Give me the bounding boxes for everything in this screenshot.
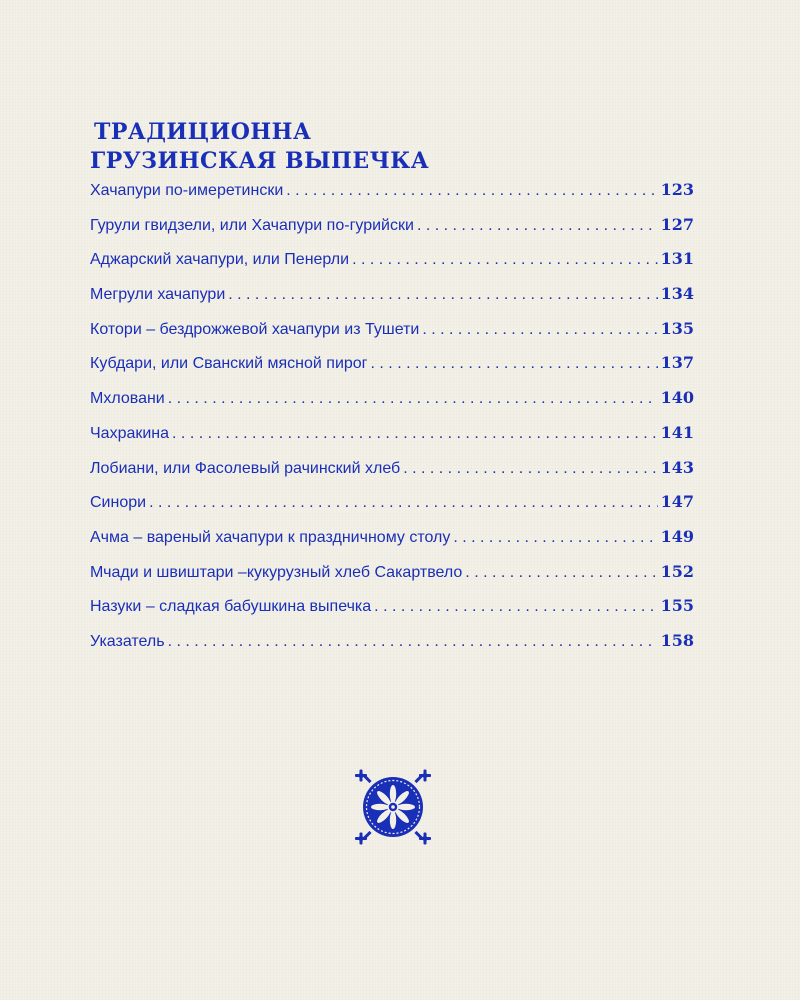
toc-leader-dots: [286, 182, 657, 200]
toc-entry-label: Мхловани: [90, 390, 165, 408]
toc-entry-page: 140: [660, 388, 694, 408]
toc-leader-dots: [417, 217, 658, 235]
toc-entry-page: 123: [660, 180, 694, 199]
toc-entry-label: Синори: [90, 494, 147, 512]
toc-entry[interactable]: [90, 527, 694, 562]
toc-entry-label: Ачма – вареный хачапури к праздничному столу: [90, 528, 451, 546]
toc-entry-label: Мегрули хачапури: [90, 286, 226, 304]
toc-entry-page: 149: [660, 526, 694, 546]
toc-leader-dots: [352, 251, 658, 269]
toc-entry-label: Хачапури по-имеретински: [90, 182, 284, 199]
toc-entry[interactable]: [90, 562, 694, 597]
section-title-line-2: ГРУЗИНСКАЯ ВЫПЕЧКА: [90, 148, 430, 174]
toc-entry-label: Назуки – сладкая бабушкина выпечка: [90, 598, 372, 616]
toc-entry[interactable]: [90, 596, 694, 631]
toc-entry-page: 131: [660, 249, 694, 269]
toc-leader-dots: [168, 390, 658, 408]
toc-entry-page: 135: [660, 318, 694, 338]
toc-entry-page: 127: [660, 214, 694, 234]
toc-entry-page: 152: [660, 561, 694, 581]
toc-entry-label: Мчади и швиштари –кукурузный хлеб Сакартвело: [90, 563, 463, 581]
toc-leader-dots: [465, 564, 657, 582]
table-of-contents: [90, 180, 694, 666]
toc-leader-dots: [149, 494, 658, 512]
toc-entry-page: 143: [660, 457, 694, 477]
toc-entry-label: Аджарский хачапури, или Пенерли: [90, 251, 350, 269]
toc-entry[interactable]: [90, 631, 694, 666]
toc-leader-dots: [453, 529, 657, 547]
toc-entry-page: 141: [660, 422, 694, 442]
toc-entry[interactable]: [90, 492, 694, 527]
toc-entry-label: Чахракина: [90, 424, 170, 442]
toc-leader-dots: [371, 355, 658, 373]
toc-entry[interactable]: [90, 353, 694, 388]
section-title-line-1: ТРАДИЦИОННА: [94, 119, 312, 145]
toc-entry[interactable]: [90, 284, 694, 319]
toc-entry-page: 158: [660, 630, 694, 650]
toc-leader-dots: [422, 321, 657, 339]
toc-entry[interactable]: [90, 388, 694, 423]
toc-leader-dots: [374, 598, 657, 616]
ornament-corner-cross-icon: [355, 770, 372, 784]
toc-leader-dots: [172, 425, 658, 443]
toc-entry-page: 137: [660, 353, 694, 373]
section-title: [90, 118, 429, 176]
toc-entry-label: Указатель: [90, 632, 165, 650]
toc-leader-dots: [403, 460, 657, 478]
toc-entry-label: Гурули гвидзели, или Хачапури по-гурийски: [90, 216, 414, 234]
toc-entry[interactable]: [90, 319, 694, 354]
toc-entry-label: Лобиани, или Фасолевый рачинский хлеб: [90, 459, 401, 477]
toc-entry[interactable]: [90, 423, 694, 458]
toc-leader-dots: [168, 633, 658, 651]
georgian-borjgali-ornament-icon: [352, 766, 434, 848]
toc-entry-page: 147: [660, 492, 694, 512]
toc-entry[interactable]: [90, 458, 694, 493]
toc-entry-page: 155: [660, 596, 694, 616]
toc-entry-page: 134: [660, 284, 694, 304]
toc-entry-label: Кубдари, или Сванский мясной пирог: [90, 355, 368, 373]
toc-entry[interactable]: [90, 215, 694, 250]
toc-entry-label: Котори – бездрожжевой хачапури из Тушети: [90, 320, 420, 338]
toc-entry[interactable]: [90, 180, 694, 215]
toc-leader-dots: [228, 286, 657, 304]
toc-entry[interactable]: [90, 249, 694, 284]
